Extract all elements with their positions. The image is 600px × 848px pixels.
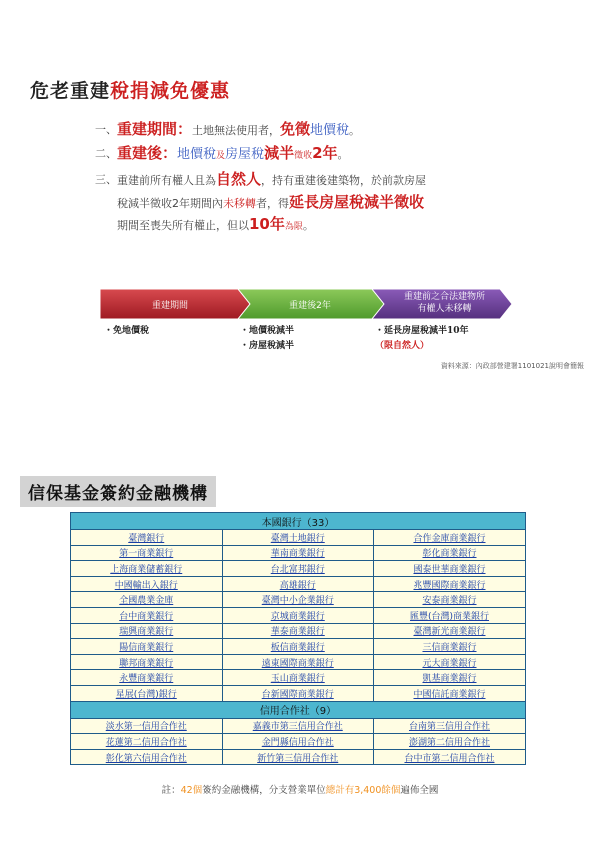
text-fragment: ，持有重建後建築物，於前款房屋 xyxy=(261,174,427,187)
table-row xyxy=(71,623,526,639)
table-row xyxy=(71,685,526,701)
bank-link[interactable]: 凱基商業銀行 xyxy=(374,670,526,686)
stage-label-3-line-2: 有權人未移轉 xyxy=(417,304,472,314)
stage-note-2-line-1: ・地價稅減半 xyxy=(240,326,295,336)
bank-link[interactable]: 全國農業金庫 xyxy=(71,592,223,608)
page-title xyxy=(30,76,230,103)
text-fragment: 10年 xyxy=(249,215,285,233)
title-highlight: 稅捐減免優惠 xyxy=(110,80,231,102)
note-middle: 簽約金融機構，分支營業單位 xyxy=(202,785,326,796)
source-caption: 資料來源：內政部營建署1101021說明會簡報 xyxy=(440,362,584,370)
text-fragment: 未移轉 xyxy=(223,197,256,210)
text-fragment: 及 xyxy=(216,151,226,161)
bank-link[interactable]: 新竹第三信用合作社 xyxy=(222,749,374,765)
list-number: 一、 xyxy=(95,123,117,136)
bank-link[interactable]: 高雄銀行 xyxy=(222,576,374,592)
bank-link[interactable]: 臺灣中小企業銀行 xyxy=(222,592,374,608)
text-fragment: 為限 xyxy=(284,222,303,232)
bank-link[interactable]: 星展(台灣)銀行 xyxy=(71,685,223,701)
bank-link[interactable]: 淡水第一信用合作社 xyxy=(71,718,223,734)
text-fragment: 延長房屋稅減半徵收 xyxy=(289,193,425,211)
text-fragment: 。 xyxy=(349,124,361,137)
text-fragment: 自然人 xyxy=(216,170,262,188)
list-item-2 xyxy=(95,142,535,168)
table-row xyxy=(71,545,526,561)
list-number: 三、 xyxy=(95,173,117,186)
bank-link[interactable]: 台南第三信用合作社 xyxy=(374,718,526,734)
bank-link[interactable]: 嘉義市第三信用合作社 xyxy=(222,718,374,734)
table-row xyxy=(71,670,526,686)
table-row xyxy=(71,561,526,577)
bank-link[interactable]: 聯邦商業銀行 xyxy=(71,654,223,670)
list-item-3 xyxy=(95,168,535,192)
text-fragment: 稅減半徵收2年期間內 xyxy=(117,197,223,210)
bank-link[interactable]: 三信商業銀行 xyxy=(374,639,526,655)
title-prefix: 危老重建 xyxy=(30,80,111,102)
table-row xyxy=(71,654,526,670)
list-item-1 xyxy=(95,118,535,142)
section-header: 信用合作社（9） xyxy=(71,701,526,718)
table-row xyxy=(71,718,526,734)
text-fragment: 重建後： xyxy=(117,144,178,162)
note-total: 總計有3,400餘個 xyxy=(325,785,401,796)
bank-link[interactable]: 瑞興商業銀行 xyxy=(71,623,223,639)
list-item-3-line-3 xyxy=(95,214,535,238)
section-row-credit-unions xyxy=(71,701,526,718)
stage-note-1: ・免地價稅 xyxy=(104,326,150,336)
bank-link[interactable]: 金門縣信用合作社 xyxy=(222,734,374,750)
bank-table-body xyxy=(71,513,526,765)
bank-link[interactable]: 華南商業銀行 xyxy=(222,545,374,561)
table-row xyxy=(71,530,526,546)
text-fragment: 重建期間： xyxy=(117,120,193,138)
text-fragment: 重建前所有權人且為 xyxy=(117,174,216,187)
bank-link[interactable]: 上海商業儲蓄銀行 xyxy=(71,561,223,577)
bank-link[interactable]: 臺灣土地銀行 xyxy=(222,530,374,546)
stage-note-3-line-1: ・延長房屋稅減半10年 xyxy=(375,326,469,336)
bank-link[interactable]: 台中商業銀行 xyxy=(71,607,223,623)
bank-link[interactable]: 陽信商業銀行 xyxy=(71,639,223,655)
text-fragment: 房屋稅 xyxy=(225,147,265,162)
text-fragment: 者，得 xyxy=(256,197,289,210)
bank-link[interactable]: 中國信託商業銀行 xyxy=(374,685,526,701)
note-prefix: 註： xyxy=(161,785,181,796)
bank-table xyxy=(70,512,526,765)
bank-link[interactable]: 台中市第二信用合作社 xyxy=(374,749,526,765)
list-item-3-line-2 xyxy=(95,192,535,214)
footnote xyxy=(0,782,600,796)
stage-label-2: 重建後2年 xyxy=(289,301,331,311)
stage-note-2 xyxy=(240,324,294,354)
stage-label-1: 重建期間 xyxy=(151,301,188,311)
text-fragment: 地價稅 xyxy=(310,123,350,138)
bank-link[interactable]: 台新國際商業銀行 xyxy=(222,685,374,701)
bank-link[interactable]: 兆豐國際商業銀行 xyxy=(374,576,526,592)
bank-link[interactable]: 彰化第六信用合作社 xyxy=(71,749,223,765)
bank-link[interactable]: 元大商業銀行 xyxy=(374,654,526,670)
list-number: 二、 xyxy=(95,147,117,160)
bank-link[interactable]: 台北富邦銀行 xyxy=(222,561,374,577)
bank-link[interactable]: 臺灣新光商業銀行 xyxy=(374,623,526,639)
note-suffix: 遍佈全國 xyxy=(400,785,439,796)
bank-link[interactable]: 中國輸出入銀行 xyxy=(71,576,223,592)
bank-link[interactable]: 臺灣銀行 xyxy=(71,530,223,546)
bank-link[interactable]: 第一商業銀行 xyxy=(71,545,223,561)
text-fragment: 徵收 xyxy=(294,151,313,161)
note-count: 42個 xyxy=(180,785,203,796)
bank-link[interactable]: 合作金庫商業銀行 xyxy=(374,530,526,546)
bank-link[interactable]: 花蓮第二信用合作社 xyxy=(71,734,223,750)
text-fragment: 土地無法使用者， xyxy=(192,124,281,137)
tax-benefit-list xyxy=(95,118,535,238)
bank-link[interactable]: 京城商業銀行 xyxy=(222,607,374,623)
bank-link[interactable]: 玉山商業銀行 xyxy=(222,670,374,686)
bank-link[interactable]: 華泰商業銀行 xyxy=(222,623,374,639)
table-row xyxy=(71,607,526,623)
table-row xyxy=(71,639,526,655)
bank-link[interactable]: 彰化商業銀行 xyxy=(374,545,526,561)
text-fragment: 地價稅 xyxy=(177,147,217,162)
text-fragment: 減半 xyxy=(264,144,295,162)
section-title-banks: 信保基金簽約金融機構 xyxy=(20,476,216,507)
bank-link[interactable]: 板信商業銀行 xyxy=(222,639,374,655)
bank-link[interactable]: 永豐商業銀行 xyxy=(71,670,223,686)
bank-link[interactable]: 安泰商業銀行 xyxy=(374,592,526,608)
stage-note-3-line-2: （限自然人） xyxy=(375,341,430,351)
bank-link[interactable]: 國泰世華商業銀行 xyxy=(374,561,526,577)
stage-note-2-line-2: ・房屋稅減半 xyxy=(240,341,295,351)
stage-label-3-line-1: 重建前之合法建物所 xyxy=(403,292,485,302)
text-fragment: 。 xyxy=(337,148,349,161)
text-fragment: 。 xyxy=(302,219,314,232)
text-fragment: 2年 xyxy=(312,144,338,162)
text-fragment: 期間至喪失所有權止，但以 xyxy=(117,219,249,232)
text-fragment: 免徵 xyxy=(280,120,311,138)
bank-link[interactable]: 遠東國際商業銀行 xyxy=(222,654,374,670)
table-row xyxy=(71,749,526,765)
table-row xyxy=(71,592,526,608)
bank-link[interactable]: 匯豐(台灣)商業銀行 xyxy=(374,607,526,623)
bank-link[interactable]: 澎湖第二信用合作社 xyxy=(374,734,526,750)
table-row xyxy=(71,576,526,592)
stage-note-3 xyxy=(375,324,469,354)
section-header: 本國銀行（33） xyxy=(71,513,526,530)
table-row xyxy=(71,734,526,750)
section-row-domestic-banks xyxy=(71,513,526,530)
stage-label-3 xyxy=(382,291,507,315)
